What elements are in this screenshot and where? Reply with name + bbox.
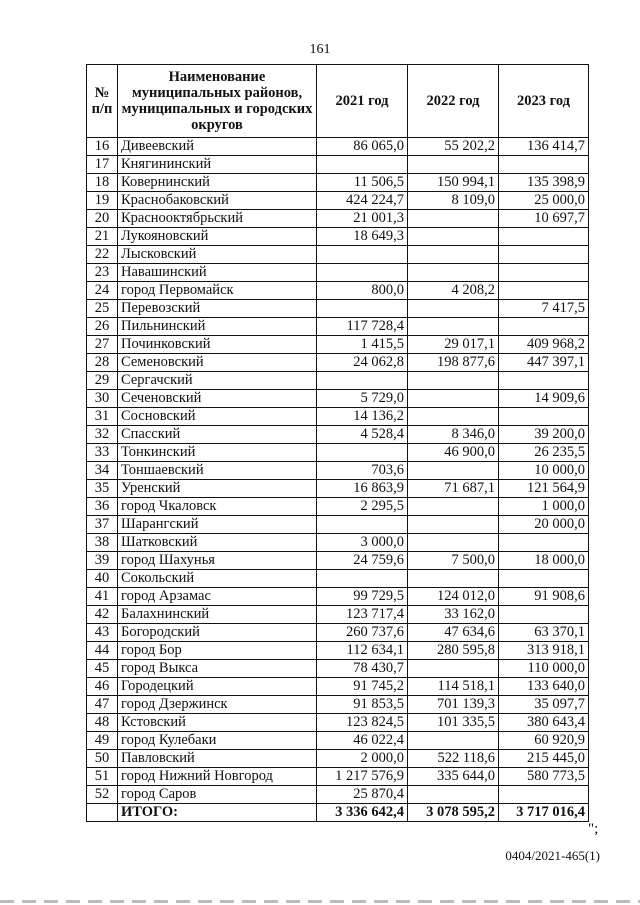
value-2021: 78 430,7 — [317, 660, 408, 678]
row-number: 49 — [87, 732, 118, 750]
row-number: 20 — [87, 210, 118, 228]
value-2022: 280 595,8 — [408, 642, 499, 660]
value-2023 — [499, 408, 589, 426]
value-2023 — [499, 156, 589, 174]
value-2021: 24 759,6 — [317, 552, 408, 570]
value-2022 — [408, 156, 499, 174]
value-2022 — [408, 264, 499, 282]
municipality-name: Краснооктябрьский — [118, 210, 317, 228]
row-number: 27 — [87, 336, 118, 354]
value-2023: 580 773,5 — [499, 768, 589, 786]
table-row — [87, 408, 589, 426]
value-2023: 215 445,0 — [499, 750, 589, 768]
row-number: 32 — [87, 426, 118, 444]
municipality-name: город Первомайск — [118, 282, 317, 300]
table-row — [87, 714, 589, 732]
table-row — [87, 642, 589, 660]
value-2023 — [499, 372, 589, 390]
municipality-name: город Кулебаки — [118, 732, 317, 750]
row-number: 17 — [87, 156, 118, 174]
total-row — [87, 804, 589, 822]
value-2022 — [408, 372, 499, 390]
row-number: 28 — [87, 354, 118, 372]
value-2021 — [317, 372, 408, 390]
value-2023: 10 000,0 — [499, 462, 589, 480]
value-2023: 35 097,7 — [499, 696, 589, 714]
value-2021: 21 001,3 — [317, 210, 408, 228]
header-num: № п/п — [87, 65, 118, 138]
value-2021 — [317, 444, 408, 462]
municipality-name: Краснобаковский — [118, 192, 317, 210]
row-number: 21 — [87, 228, 118, 246]
value-2023: 26 235,5 — [499, 444, 589, 462]
row-number: 16 — [87, 138, 118, 156]
municipality-name: Лукояновский — [118, 228, 317, 246]
municipality-name: Шарангский — [118, 516, 317, 534]
value-2022 — [408, 210, 499, 228]
value-2023: 447 397,1 — [499, 354, 589, 372]
value-2022 — [408, 732, 499, 750]
municipality-name: Семеновский — [118, 354, 317, 372]
value-2021: 3 000,0 — [317, 534, 408, 552]
value-2023: 25 000,0 — [499, 192, 589, 210]
table-row — [87, 390, 589, 408]
value-2022: 335 644,0 — [408, 768, 499, 786]
value-2023 — [499, 570, 589, 588]
row-number: 29 — [87, 372, 118, 390]
value-2021: 25 870,4 — [317, 786, 408, 804]
value-2021: 123 717,4 — [317, 606, 408, 624]
value-2021: 46 022,4 — [317, 732, 408, 750]
value-2023: 91 908,6 — [499, 588, 589, 606]
value-2021 — [317, 264, 408, 282]
value-2022: 47 634,6 — [408, 624, 499, 642]
value-2021 — [317, 156, 408, 174]
value-2021: 5 729,0 — [317, 390, 408, 408]
row-number: 51 — [87, 768, 118, 786]
municipality-name: Спасский — [118, 426, 317, 444]
value-2022: 29 017,1 — [408, 336, 499, 354]
value-2022 — [408, 390, 499, 408]
table-row — [87, 606, 589, 624]
row-number: 24 — [87, 282, 118, 300]
row-number: 45 — [87, 660, 118, 678]
table-row — [87, 282, 589, 300]
row-number: 37 — [87, 516, 118, 534]
table-row — [87, 552, 589, 570]
row-number: 48 — [87, 714, 118, 732]
total-value-2022: 3 078 595,2 — [408, 804, 499, 822]
value-2021 — [317, 516, 408, 534]
scan-edge-mark — [0, 900, 640, 903]
municipality-name: Кстовский — [118, 714, 317, 732]
value-2021: 260 737,6 — [317, 624, 408, 642]
table-row — [87, 696, 589, 714]
municipality-name: Сергачский — [118, 372, 317, 390]
municipality-name: город Выкса — [118, 660, 317, 678]
row-number: 34 — [87, 462, 118, 480]
value-2023: 110 000,0 — [499, 660, 589, 678]
row-number: 25 — [87, 300, 118, 318]
municipality-name: Дивеевский — [118, 138, 317, 156]
row-number: 46 — [87, 678, 118, 696]
value-2021: 86 065,0 — [317, 138, 408, 156]
total-municipality-name: ИТОГО: — [118, 804, 317, 822]
value-2021: 91 853,5 — [317, 696, 408, 714]
value-2022: 71 687,1 — [408, 480, 499, 498]
value-2022: 8 109,0 — [408, 192, 499, 210]
table-row — [87, 498, 589, 516]
municipality-name: Перевозский — [118, 300, 317, 318]
municipality-name: город Арзамас — [118, 588, 317, 606]
row-number: 35 — [87, 480, 118, 498]
value-2021: 99 729,5 — [317, 588, 408, 606]
table-row — [87, 588, 589, 606]
table-row — [87, 174, 589, 192]
value-2021: 18 649,3 — [317, 228, 408, 246]
total-row-number — [87, 804, 118, 822]
table-row — [87, 228, 589, 246]
value-2022 — [408, 570, 499, 588]
table-row — [87, 192, 589, 210]
row-number: 18 — [87, 174, 118, 192]
document-code: 0404/2021-465(1) — [505, 848, 600, 863]
value-2022: 101 335,5 — [408, 714, 499, 732]
table-row — [87, 336, 589, 354]
table-row — [87, 516, 589, 534]
value-2023 — [499, 228, 589, 246]
total-value-2023: 3 717 016,4 — [499, 804, 589, 822]
table-row — [87, 210, 589, 228]
municipality-name: Балахнинский — [118, 606, 317, 624]
value-2021: 4 528,4 — [317, 426, 408, 444]
row-number: 22 — [87, 246, 118, 264]
value-2023: 121 564,9 — [499, 480, 589, 498]
header-row — [87, 65, 589, 138]
value-2022: 701 139,3 — [408, 696, 499, 714]
value-2023 — [499, 606, 589, 624]
table-row — [87, 318, 589, 336]
row-number: 42 — [87, 606, 118, 624]
municipality-name: Пильнинский — [118, 318, 317, 336]
value-2023 — [499, 264, 589, 282]
value-2023 — [499, 318, 589, 336]
table-body — [87, 138, 589, 822]
table-row — [87, 462, 589, 480]
value-2023: 409 968,2 — [499, 336, 589, 354]
value-2021: 2 000,0 — [317, 750, 408, 768]
value-2023: 380 643,4 — [499, 714, 589, 732]
row-number: 39 — [87, 552, 118, 570]
value-2022 — [408, 228, 499, 246]
value-2021: 16 863,9 — [317, 480, 408, 498]
row-number: 33 — [87, 444, 118, 462]
row-number: 31 — [87, 408, 118, 426]
value-2021: 91 745,2 — [317, 678, 408, 696]
value-2023 — [499, 786, 589, 804]
table-row — [87, 570, 589, 588]
value-2021: 14 136,2 — [317, 408, 408, 426]
value-2023: 14 909,6 — [499, 390, 589, 408]
municipality-name: Сокольский — [118, 570, 317, 588]
municipality-name: город Дзержинск — [118, 696, 317, 714]
municipality-name: Ковернинский — [118, 174, 317, 192]
value-2022 — [408, 534, 499, 552]
table-row — [87, 300, 589, 318]
row-number: 36 — [87, 498, 118, 516]
value-2022 — [408, 498, 499, 516]
value-2023 — [499, 282, 589, 300]
municipality-name: город Бор — [118, 642, 317, 660]
value-2023: 18 000,0 — [499, 552, 589, 570]
value-2022 — [408, 516, 499, 534]
table-row — [87, 624, 589, 642]
total-value-2021: 3 336 642,4 — [317, 804, 408, 822]
table-row — [87, 768, 589, 786]
municipality-name: Сеченовский — [118, 390, 317, 408]
row-number: 38 — [87, 534, 118, 552]
municipality-name: Павловский — [118, 750, 317, 768]
row-number: 26 — [87, 318, 118, 336]
table-row — [87, 138, 589, 156]
municipality-name: Навашинский — [118, 264, 317, 282]
header-name: Наименование муниципальных районов, муниципальных и городских округов — [118, 65, 317, 138]
row-number: 30 — [87, 390, 118, 408]
value-2022: 114 518,1 — [408, 678, 499, 696]
value-2021: 2 295,5 — [317, 498, 408, 516]
value-2022 — [408, 786, 499, 804]
row-number: 41 — [87, 588, 118, 606]
table-row — [87, 372, 589, 390]
value-2022 — [408, 660, 499, 678]
row-number: 19 — [87, 192, 118, 210]
row-number: 43 — [87, 624, 118, 642]
value-2021: 112 634,1 — [317, 642, 408, 660]
table-row — [87, 678, 589, 696]
budget-table — [86, 64, 589, 822]
value-2022: 4 208,2 — [408, 282, 499, 300]
value-2022 — [408, 408, 499, 426]
table-row — [87, 786, 589, 804]
value-2021: 424 224,7 — [317, 192, 408, 210]
value-2021: 117 728,4 — [317, 318, 408, 336]
value-2022 — [408, 300, 499, 318]
value-2023: 135 398,9 — [499, 174, 589, 192]
row-number: 47 — [87, 696, 118, 714]
municipality-name: Починковский — [118, 336, 317, 354]
value-2021: 703,6 — [317, 462, 408, 480]
table-row — [87, 750, 589, 768]
value-2021: 1 217 576,9 — [317, 768, 408, 786]
value-2023: 313 918,1 — [499, 642, 589, 660]
value-2023: 39 200,0 — [499, 426, 589, 444]
value-2021: 800,0 — [317, 282, 408, 300]
value-2022 — [408, 318, 499, 336]
value-2022 — [408, 246, 499, 264]
value-2023: 133 640,0 — [499, 678, 589, 696]
table-row — [87, 426, 589, 444]
closing-quote: "; — [588, 821, 599, 837]
value-2022: 33 162,0 — [408, 606, 499, 624]
table-row — [87, 354, 589, 372]
row-number: 40 — [87, 570, 118, 588]
municipality-name: Княгининский — [118, 156, 317, 174]
table-row — [87, 246, 589, 264]
row-number: 50 — [87, 750, 118, 768]
value-2022: 522 118,6 — [408, 750, 499, 768]
value-2023: 60 920,9 — [499, 732, 589, 750]
municipality-name: Тонкинский — [118, 444, 317, 462]
value-2023: 7 417,5 — [499, 300, 589, 318]
municipality-name: город Нижний Новгород — [118, 768, 317, 786]
value-2023: 1 000,0 — [499, 498, 589, 516]
row-number: 23 — [87, 264, 118, 282]
table-row — [87, 156, 589, 174]
value-2022: 7 500,0 — [408, 552, 499, 570]
municipality-name: Богородский — [118, 624, 317, 642]
municipality-name: Городецкий — [118, 678, 317, 696]
header-2021: 2021 год — [317, 65, 408, 138]
value-2022 — [408, 462, 499, 480]
value-2022: 55 202,2 — [408, 138, 499, 156]
header-2023: 2023 год — [499, 65, 589, 138]
municipality-name: Уренский — [118, 480, 317, 498]
value-2021 — [317, 300, 408, 318]
value-2021: 11 506,5 — [317, 174, 408, 192]
municipality-name: Сосновский — [118, 408, 317, 426]
table-row — [87, 480, 589, 498]
municipality-name: Тоншаевский — [118, 462, 317, 480]
value-2022: 150 994,1 — [408, 174, 499, 192]
municipality-name: город Шахунья — [118, 552, 317, 570]
value-2021: 123 824,5 — [317, 714, 408, 732]
table-row — [87, 660, 589, 678]
value-2021 — [317, 246, 408, 264]
value-2021: 24 062,8 — [317, 354, 408, 372]
table-row — [87, 444, 589, 462]
table-row — [87, 264, 589, 282]
value-2021: 1 415,5 — [317, 336, 408, 354]
municipality-name: город Саров — [118, 786, 317, 804]
value-2022: 124 012,0 — [408, 588, 499, 606]
value-2022: 46 900,0 — [408, 444, 499, 462]
value-2023: 20 000,0 — [499, 516, 589, 534]
table-row — [87, 534, 589, 552]
value-2023: 63 370,1 — [499, 624, 589, 642]
row-number: 44 — [87, 642, 118, 660]
municipality-name: город Чкаловск — [118, 498, 317, 516]
page-number: 161 — [309, 42, 331, 57]
municipality-name: Шатковский — [118, 534, 317, 552]
value-2023 — [499, 246, 589, 264]
value-2023: 10 697,7 — [499, 210, 589, 228]
row-number: 52 — [87, 786, 118, 804]
value-2023: 136 414,7 — [499, 138, 589, 156]
header-2022: 2022 год — [408, 65, 499, 138]
value-2021 — [317, 570, 408, 588]
municipality-name: Лысковский — [118, 246, 317, 264]
value-2022: 8 346,0 — [408, 426, 499, 444]
value-2022: 198 877,6 — [408, 354, 499, 372]
table-row — [87, 732, 589, 750]
value-2023 — [499, 534, 589, 552]
